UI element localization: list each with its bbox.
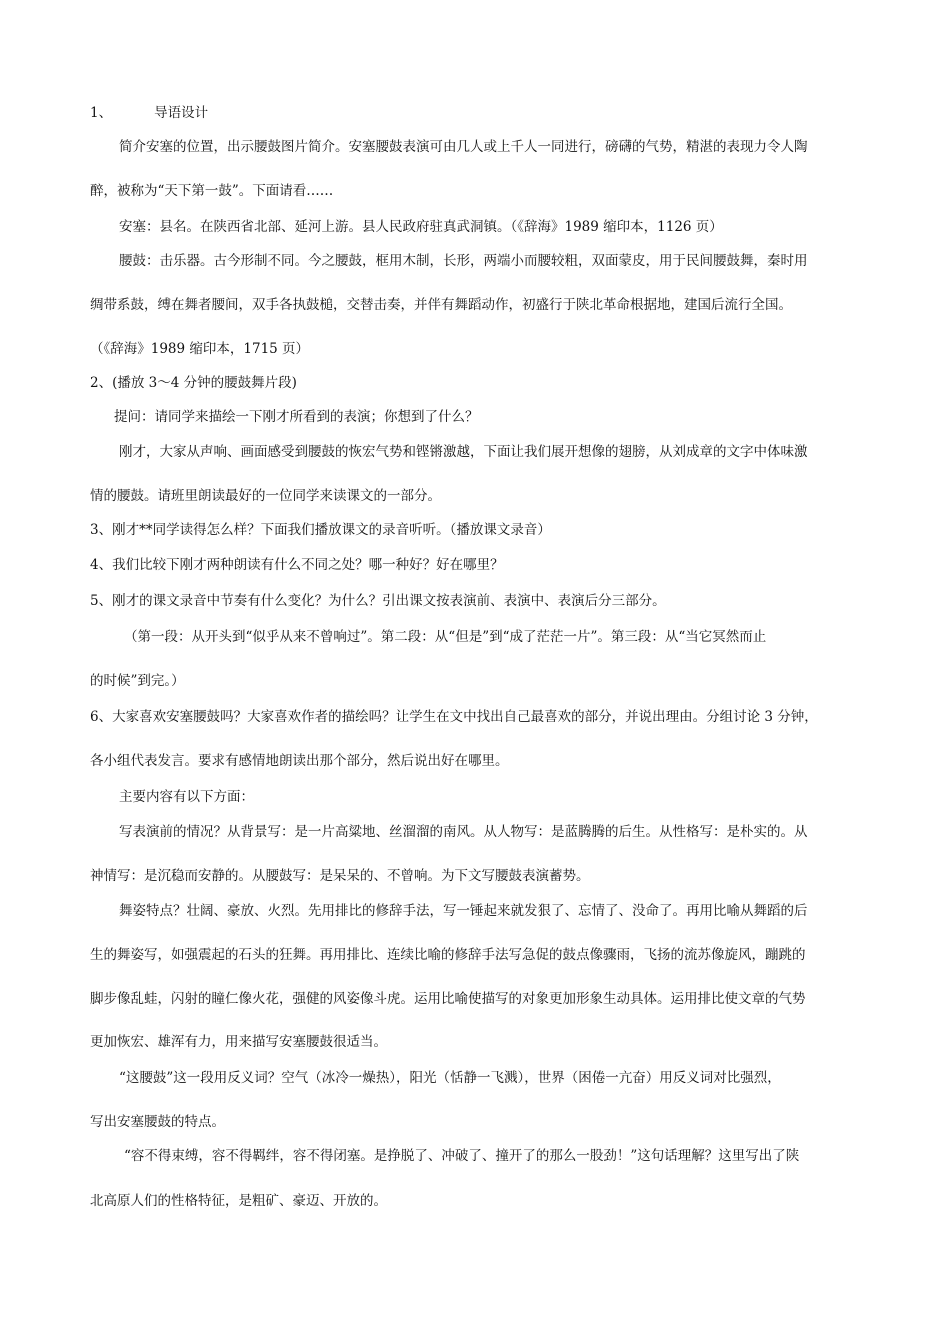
paragraph-line: 提问：请同学来描绘一下刚才所看到的表演；你想到了什么？ xyxy=(114,409,479,425)
paragraph-line: 各小组代表发言。要求有感情地朗读出那个部分，然后说出好在哪里。 xyxy=(90,753,509,769)
paragraph-line: 情的腰鼓。请班里朗读最好的一位同学来读课文的一部分。 xyxy=(90,488,441,504)
heading-1-number: 1、 xyxy=(90,105,113,121)
paragraph-line: 主要内容有以下方面： xyxy=(119,789,254,805)
paragraph-line: 简介安塞的位置，出示腰鼓图片简介。安塞腰鼓表演可由几人或上千人一同进行，磅礴的气势，精湛的表现力令人陶 xyxy=(119,139,808,155)
step-6-line: 6、大家喜欢安塞腰鼓吗？大家喜欢作者的描绘吗？让学生在文中找出自己最喜欢的部分，并说出理由。分组讨论 3 分钟， xyxy=(90,709,818,725)
paragraph-line: 更加恢宏、雄浑有力，用来描写安塞腰鼓很适当。 xyxy=(90,1034,387,1050)
paragraph-line: 绸带系鼓，缚在舞者腰间，双手各执鼓槌，交替击奏，并伴有舞蹈动作，初盛行于陕北革命根据地，建国后流行全国。 xyxy=(90,297,792,313)
step-5-line: 5、刚才的课文录音中节奏有什么变化？为什么？引出课文按表演前、表演中、表演后分三部分。 xyxy=(90,593,666,609)
paragraph-line: 安塞：县名。在陕西省北部、延河上游。县人民政府驻真武洞镇。（《辞海》1989 缩印本，1126 页） xyxy=(119,219,723,235)
paragraph-line: （第一段：从开头到“似乎从来不曾响过”。第二段：从“但是”到“成了茫茫一片”。第三段：从“当它冥然而止 xyxy=(124,629,767,645)
paragraph-line: 脚步像乱蛙，闪射的瞳仁像火花，强健的风姿像斗虎。运用比喻使描写的对象更加形象生动具体。运用排比使文章的气势 xyxy=(90,991,806,1007)
step-2-line: 2、(播放 3～4 分钟的腰鼓舞片段) xyxy=(90,375,297,391)
paragraph-line: 刚才，大家从声响、画面感受到腰鼓的恢宏气势和铿锵激越，下面让我们展开想像的翅膀，从刘成章的文字中体味激 xyxy=(119,444,808,460)
paragraph-line: （《辞海》1989 缩印本，1715 页） xyxy=(90,341,310,357)
paragraph-line: “这腰鼓”这一段用反义词？空气（冰冷一燥热），阳光（恬静一飞溅），世界（困倦一亢奋）用反义词对比强烈， xyxy=(119,1070,781,1086)
paragraph-line: 生的舞姿写，如强震起的石头的狂舞。再用排比、连续比喻的修辞手法写急促的鼓点像骤雨，飞扬的流苏像旋风，蹦跳的 xyxy=(90,947,806,963)
paragraph-line: 北高原人们的性格特征，是粗矿、豪迈、开放的。 xyxy=(90,1193,387,1209)
paragraph-line: 神情写：是沉稳而安静的。从腰鼓写：是呆呆的、不曾响。为下文写腰鼓表演蓄势。 xyxy=(90,868,590,884)
heading-1 xyxy=(90,104,860,122)
step-4-line: 4、我们比较下刚才两种朗读有什么不同之处？哪一种好？好在哪里？ xyxy=(90,557,504,573)
paragraph-line: 醉，被称为“天下第一鼓”。下面请看…… xyxy=(90,183,334,199)
heading-1-title: 导语设计 xyxy=(154,105,209,121)
paragraph-line: 舞姿特点？壮阔、豪放、火烈。先用排比的修辞手法，写一锤起来就发狠了、忘情了、没命了。再用比喻从舞蹈的后 xyxy=(119,903,808,919)
paragraph-line: 写出安塞腰鼓的特点。 xyxy=(90,1114,225,1130)
paragraph-line: 的时候”到完。） xyxy=(90,673,185,689)
paragraph-line: 写表演前的情况？从背景写：是一片高粱地、丝溜溜的南风。从人物写：是蓝腾腾的后生。从性格写：是朴实的。从 xyxy=(119,824,808,840)
paragraph-line: “容不得束缚，容不得羁绊，容不得闭塞。是挣脱了、冲破了、撞开了的那么一股劲！”这句话理解？这里写出了陕 xyxy=(124,1148,800,1164)
paragraph-line: 腰鼓：击乐器。古今形制不同。今之腰鼓，框用木制，长形，两端小而腰较粗，双面蒙皮，用于民间腰鼓舞，秦时用 xyxy=(119,253,808,269)
step-3-line: 3、刚才**同学读得怎么样？下面我们播放课文的录音听听。（播放课文录音） xyxy=(90,522,551,538)
